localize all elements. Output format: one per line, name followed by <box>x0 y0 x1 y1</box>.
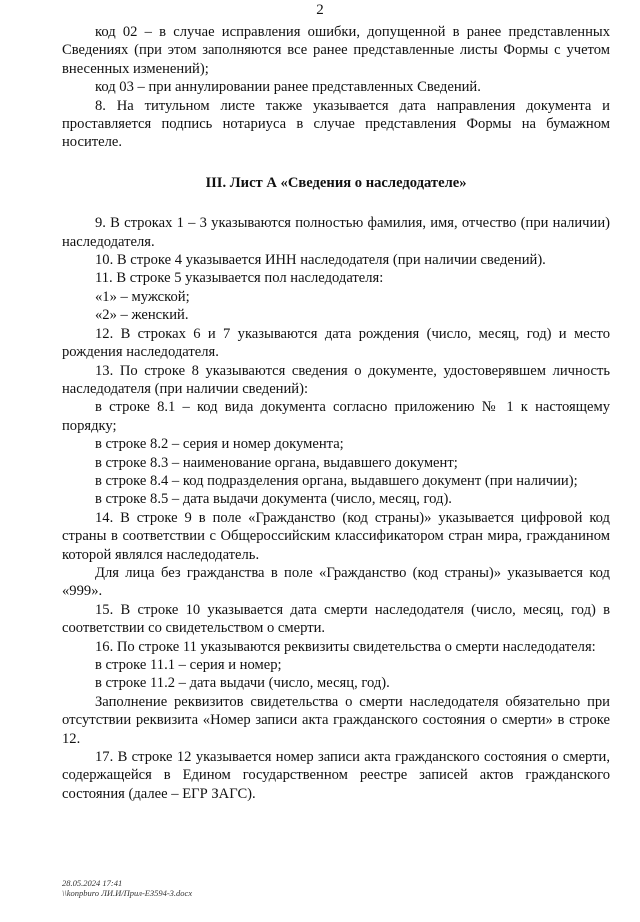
paragraph: 9. В строках 1 – 3 указываются полностью фамилия, имя, отчество (при наличии) наследодателя. <box>62 215 610 250</box>
page-number: 2 <box>316 2 324 18</box>
paragraph: 12. В строках 6 и 7 указываются дата рождения (число, месяц, год) и место рождения наследодателя. <box>62 325 610 361</box>
paragraph: 17. В строке 12 указывается номер записи акта гражданского состояния о смерти, содержащейся в Едином государственном реестре записей актов гражданского состояния (далее – ЕГР ЗАГС). <box>62 749 610 802</box>
document-footer <box>62 878 192 898</box>
paragraph: 11. В строке 5 указывается пол наследодателя: <box>95 270 384 287</box>
paragraph: Заполнение реквизитов свидетельства о смерти наследодателя обязательно при отсутствии реквизита «Номер записи акта гражданского состояния о смерти» в строке 12. <box>62 693 610 747</box>
paragraph: 8. На титульном листе также указывается дата направления документа и проставляется подпись нотариуса в случае представления Формы на бумажном носителе. <box>62 97 610 151</box>
list-item: в строке 11.1 – серия и номер; <box>95 657 282 673</box>
list-item: «2» – женский. <box>95 307 189 324</box>
list-item: в строке 8.3 – наименование органа, выдавшего документ; <box>95 454 458 471</box>
list-item: «1» – мужской; <box>95 288 190 305</box>
paragraph: 14. В строке 9 в поле «Гражданство (код страны)» указывается цифровой код страны в соответствии с Общероссийским классификатором стран мира, гражданином которой являлся наследодатель. <box>62 509 610 563</box>
paragraph: 16. По строке 11 указываются реквизиты свидетельства о смерти наследодателя: <box>95 638 596 655</box>
section-heading: III. Лист А «Сведения о наследодателе» <box>205 174 467 191</box>
list-item: в строке 8.2 – серия и номер документа; <box>95 436 344 453</box>
footer-file-path: \\konpburo ЛИ.И/Прил-ЕЗ594-3.docx <box>62 888 193 898</box>
paragraph: 10. В строке 4 указывается ИНН наследодателя (при наличии сведений). <box>95 252 546 269</box>
footer-timestamp: 28.05.2024 17:41 <box>62 878 123 888</box>
list-item: в строке 11.2 – дата выдачи (число, месяц, год). <box>95 675 390 692</box>
document-body <box>62 23 610 803</box>
paragraph: Для лица без гражданства в поле «Гражданство (код страны)» указывается код «999». <box>62 564 610 600</box>
paragraph: код 03 – при аннулировании ранее представленных Сведений. <box>95 79 481 96</box>
paragraph: 13. По строке 8 указываются сведения о документе, удостоверявшем личность наследодателя (при наличии сведений): <box>62 362 610 397</box>
list-item: в строке 8.4 – код подразделения органа, выдавшего документ (при наличии); <box>95 472 578 489</box>
list-item: в строке 8.5 – дата выдачи документа (число, месяц, год). <box>95 491 452 508</box>
paragraph: 15. В строке 10 указывается дата смерти наследодателя (число, месяц, год) в соответствии со свидетельством о смерти. <box>62 601 610 637</box>
list-item: в строке 8.1 – код вида документа согласно приложению № 1 к настоящему порядку; <box>62 399 610 434</box>
paragraph: код 02 – в случае исправления ошибки, допущенной в ранее представленных Сведениях (при этом заполняются все ранее представленные листы Формы с учетом внесенных изменений); <box>62 24 610 77</box>
